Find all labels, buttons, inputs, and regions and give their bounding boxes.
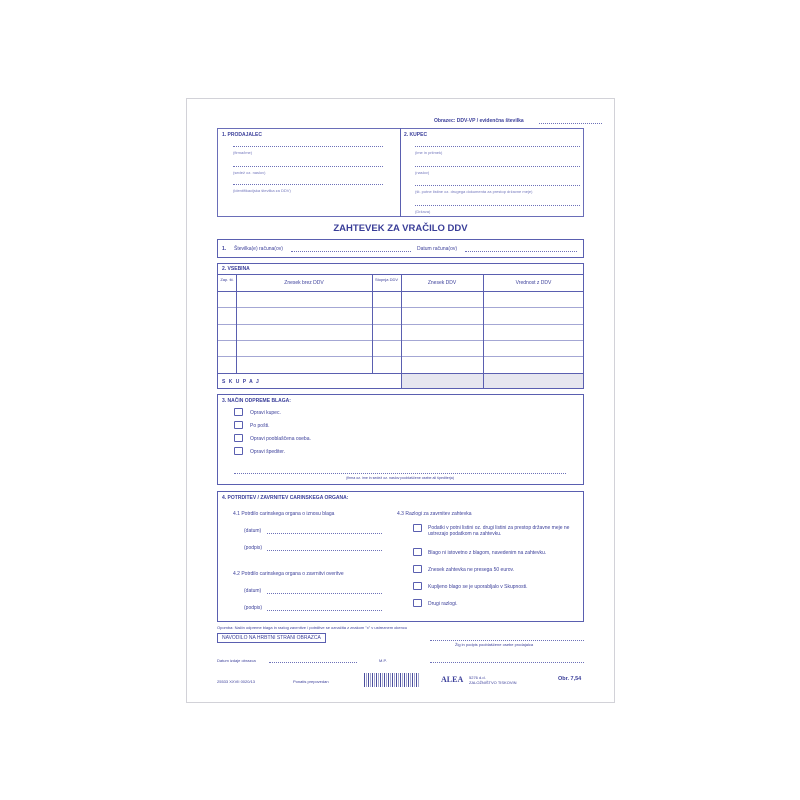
reason-amount-label: Znesek zahtevka ne presega 50 eurov. bbox=[428, 567, 515, 573]
col-header-vat: Znesek DDV bbox=[427, 280, 457, 286]
checkbox-reason-amount[interactable] bbox=[413, 565, 422, 573]
section4-title: 4. POTRDITEV / ZAVRNITEV CARINSKEGA ORGANA: bbox=[222, 495, 349, 501]
document-title: ZAHTEVEK ZA VRAČILO DDV bbox=[333, 223, 468, 234]
col-header-rate: Stopnja DDV bbox=[374, 277, 399, 282]
forwarder-details-field[interactable] bbox=[234, 473, 566, 474]
p42-date-label: (datum) bbox=[244, 588, 262, 594]
p43-label: 4.3 Razlogi za zavrnitev zahtevka bbox=[397, 511, 472, 517]
option-forwarder-label: Opravi špediter. bbox=[250, 449, 286, 455]
checkbox-post[interactable] bbox=[234, 421, 243, 429]
buyer-passport-field[interactable] bbox=[415, 185, 580, 186]
buyer-address-field[interactable] bbox=[415, 166, 580, 167]
reason-used-label: Kupljeno blago se je uporabljalo v Skupnosti. bbox=[428, 584, 528, 590]
section1-number: 1. bbox=[222, 246, 227, 252]
buyer-name-field[interactable] bbox=[415, 146, 580, 147]
invoice-number-label: Številka(e) računa(ov) bbox=[234, 246, 283, 252]
table-header-rule bbox=[217, 291, 584, 292]
buyer-name-caption: (ime in priimek) bbox=[415, 150, 443, 155]
buyer-country-caption: (Država) bbox=[415, 209, 431, 214]
checkbox-buyer[interactable] bbox=[234, 408, 243, 416]
section3-title: 3. NAČIN ODPREME BLAGA: bbox=[222, 398, 291, 404]
stamp-signature-field[interactable] bbox=[430, 662, 584, 663]
reprint-notice: Ponatis prepovedan bbox=[293, 679, 329, 684]
p41-signature-field[interactable] bbox=[267, 550, 382, 551]
seller-title: 1. PRODAJALEC bbox=[222, 132, 263, 138]
checkbox-authorized[interactable] bbox=[234, 434, 243, 442]
buyer-title: 2. KUPEC bbox=[404, 132, 428, 138]
seller-name-field[interactable] bbox=[233, 146, 383, 147]
form-sheet bbox=[186, 98, 615, 703]
form-code: 25533 XXVII 0020/13 bbox=[217, 679, 256, 684]
evidence-number-line bbox=[539, 123, 602, 124]
seller-address-field[interactable] bbox=[233, 166, 383, 167]
issue-date-field[interactable] bbox=[269, 662, 357, 663]
p42-signature-field[interactable] bbox=[267, 610, 382, 611]
barcode bbox=[364, 673, 420, 687]
table-row bbox=[217, 307, 584, 308]
col-header-net: Znesek brez DDV bbox=[284, 280, 324, 286]
invoice-number-field[interactable] bbox=[291, 251, 411, 252]
p41-date-field[interactable] bbox=[267, 533, 382, 534]
p41-label: 4.1 Potrdilo carinskega organa o iznosu blaga bbox=[233, 511, 335, 517]
p41-signature-label: (podpis) bbox=[244, 545, 263, 551]
brand-logo: ALEA bbox=[441, 675, 464, 684]
checkbox-forwarder[interactable] bbox=[234, 447, 243, 455]
seller-signature-caption: Žig in podpis pooblaščene osebe prodajalca bbox=[455, 642, 534, 647]
reason-other-label: Drugi razlogi. bbox=[428, 601, 458, 607]
invoice-date-label: Datum računa(ov) bbox=[417, 246, 458, 252]
option-post-label: Po pošti. bbox=[250, 423, 270, 429]
buyer-address-caption: (naslov) bbox=[415, 170, 430, 175]
col-header-zap: Zap. št. bbox=[220, 277, 234, 282]
form-reference: Obrazec: DDV-VP / evidenčna številka bbox=[434, 118, 524, 124]
footer-note: Opomba: Način odpreme blaga in razlog zavrnitve / potrditve se označita z znakom "x" v ustreznem okencu bbox=[217, 625, 408, 630]
issue-date-label: Datum izdaje obrazca bbox=[217, 658, 256, 663]
option-authorized-label: Opravi pooblaščena oseba. bbox=[250, 436, 311, 442]
seller-vat-caption: (identifikacijska številka za DDV) bbox=[233, 188, 291, 193]
seller-signature-field[interactable] bbox=[430, 640, 584, 641]
forwarder-details-caption: (firma oz. ime in sedež oz. naslov pooblaščene osebe ali špediterja) bbox=[346, 476, 454, 480]
buyer-passport-caption: (št. potne listine oz. drugega dokumenta za prestop državne meje) bbox=[415, 189, 533, 194]
p42-label: 4.2 Potrdilo carinskega organa o zavrnitvi overitve bbox=[233, 571, 344, 577]
form-number: Obr. 7,54 bbox=[558, 676, 582, 682]
col-header-gross: Vrednost z DDV bbox=[515, 280, 552, 286]
invoice-date-field[interactable] bbox=[465, 251, 577, 252]
seller-name-caption: (firma/ime) bbox=[233, 150, 253, 155]
p42-signature-label: (podpis) bbox=[244, 605, 263, 611]
seller-vat-field[interactable] bbox=[233, 184, 383, 185]
stamp-label: M.P. bbox=[379, 658, 387, 663]
checkbox-reason-documents[interactable] bbox=[413, 524, 422, 532]
buyer-country-field[interactable] bbox=[415, 205, 580, 206]
p41-date-label: (datum) bbox=[244, 528, 262, 534]
checkbox-reason-used[interactable] bbox=[413, 582, 422, 590]
total-vat-cell[interactable] bbox=[402, 374, 483, 388]
reason-goods-label: Blago ni istovetno z blagom, navedenim na zahtevku. bbox=[428, 550, 547, 556]
table-row bbox=[217, 324, 584, 325]
option-buyer-label: Opravi kupec. bbox=[250, 410, 281, 416]
brand-sub2: ZALOŽNIŠTVO TISKOVIN bbox=[469, 680, 517, 685]
table-row bbox=[217, 340, 584, 341]
reason-documents-label: Podatki v potni listini oz. drugi listini za prestop državne meje ne ustrezajo podatkom na zahtevku. bbox=[428, 525, 570, 537]
section2-title: 2. VSEBINA bbox=[222, 266, 250, 272]
checkbox-reason-other[interactable] bbox=[413, 599, 422, 607]
table-row bbox=[217, 356, 584, 357]
p42-date-field[interactable] bbox=[267, 593, 382, 594]
checkbox-reason-goods[interactable] bbox=[413, 548, 422, 556]
total-gross-cell[interactable] bbox=[484, 374, 583, 388]
seller-address-caption: (sedež oz. naslov) bbox=[233, 170, 266, 175]
parties-divider bbox=[400, 128, 401, 217]
col-divider bbox=[401, 275, 402, 389]
instruction-box: NAVODILO NA HRBTNI STRANI OBRAZCA bbox=[217, 633, 326, 643]
brand-sub1: 5276 d.d. bbox=[469, 675, 486, 680]
col-divider bbox=[483, 275, 484, 389]
total-label: S K U P A J bbox=[222, 379, 260, 385]
